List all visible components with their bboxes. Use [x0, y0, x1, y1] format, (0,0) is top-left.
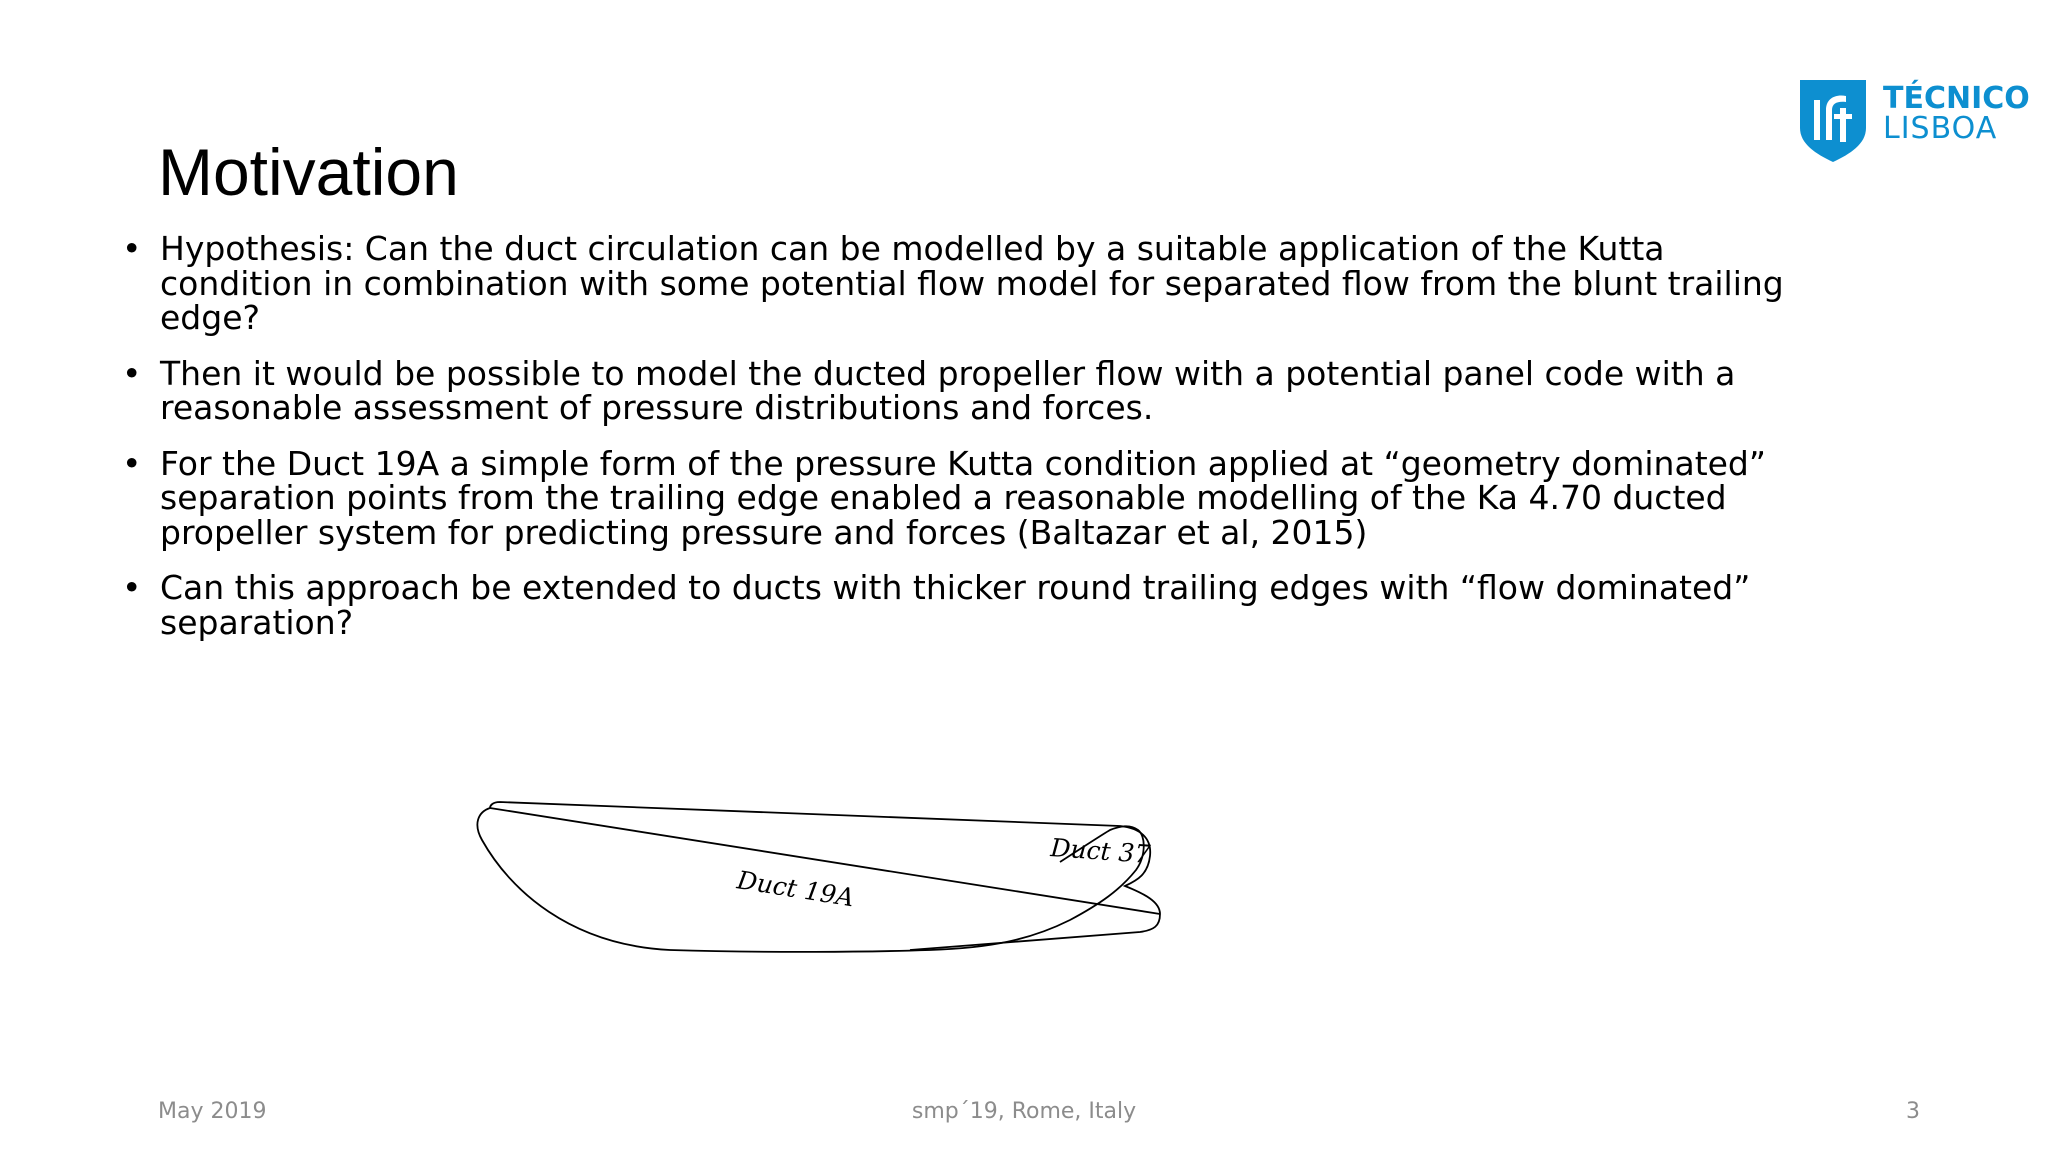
bullet-item [118, 568, 1818, 642]
bullet-item [118, 229, 1818, 337]
ist-shield-icon [1800, 80, 1866, 162]
footer-date: May 2019 [158, 1099, 267, 1124]
bullet-text: For the Duct 19A a simple form of the pressure Kutta condition applied at “geometry dominated” separation points from the trailing edge enabled a reasonable modelling of the Ka 4.70 ducted propeller system for predicting pressure and forces (Baltazar et al, 2015) [160, 443, 1766, 552]
bullet-text: Can this approach be extended to ducts with thicker round trailing edges with “flow dominated” separation? [160, 568, 1751, 642]
logo-line-lisboa: LISBOA [1883, 111, 1998, 146]
logo-line-tecnico: TÉCNICO [1883, 81, 2030, 116]
label-duct-37: Duct 37 [1049, 833, 1152, 869]
bullet-marker: • [122, 568, 142, 607]
bullet-marker: • [122, 229, 142, 268]
duct-profiles-figure [470, 790, 1210, 970]
bullet-list [118, 229, 1818, 661]
bullet-marker: • [122, 353, 142, 393]
tecnico-lisboa-logo [1800, 80, 2030, 162]
bullet-item [118, 443, 1818, 552]
footer-page-number: 3 [1906, 1099, 1920, 1124]
logo-wordmark [1883, 81, 2030, 146]
bullet-text: Then it would be possible to model the ducted propeller flow with a potential panel code with a reasonable assessment of pressure distributions and forces. [160, 353, 1736, 427]
bullet-text: Hypothesis: Can the duct circulation can be modelled by a suitable application of the Kutta condition in combination with some potential flow model for separated flow from the blunt trailing edge? [160, 229, 1784, 337]
bullet-item [118, 353, 1818, 427]
bullet-marker: • [122, 443, 142, 483]
footer-event: smp´19, Rome, Italy [911, 1099, 1137, 1124]
label-duct-19a: Duct 19A [735, 865, 857, 913]
slide-title: Motivation [158, 135, 459, 209]
